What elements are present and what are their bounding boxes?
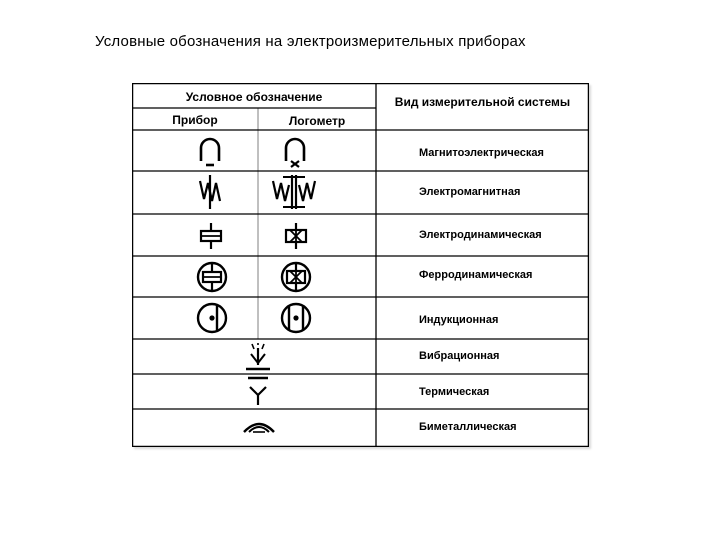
electrodynamic-logometer-icon xyxy=(283,221,309,251)
electrodynamic-device-icon xyxy=(198,221,224,251)
ferrodynamic-logometer-icon xyxy=(279,259,313,295)
induction-device-icon xyxy=(195,301,229,335)
system-ferrodynamic: Ферродинамическая xyxy=(419,269,533,281)
system-electrodynamic: Электродинамическая xyxy=(419,229,542,241)
vibration-icon xyxy=(242,341,274,373)
header-device: Прибор xyxy=(172,113,218,127)
magnetoelectric-device-icon xyxy=(195,133,225,169)
header-system-type: Вид измерительной системы xyxy=(394,95,571,109)
system-induction: Индукционная xyxy=(419,314,499,326)
magnetoelectric-logometer-icon xyxy=(280,133,310,169)
system-vibration: Вибрационная xyxy=(419,350,500,362)
ferrodynamic-device-icon xyxy=(195,259,229,295)
symbols-table xyxy=(132,83,589,447)
electromagnetic-logometer-icon xyxy=(269,173,319,211)
electromagnetic-device-icon xyxy=(195,173,225,211)
system-magnetoelectric: Магнитоэлектрическая xyxy=(419,147,544,159)
header-symbol-group: Условное обозначение xyxy=(185,90,323,104)
bimetallic-icon xyxy=(241,414,277,436)
system-bimetallic: Биметаллическая xyxy=(419,421,517,433)
system-electromagnetic: Электромагнитная xyxy=(419,186,521,198)
page-title: Условные обозначения на электроизмерительных приборах xyxy=(95,33,526,50)
header-logometer: Логометр xyxy=(288,114,346,128)
system-thermal: Термическая xyxy=(419,386,490,398)
induction-logometer-icon xyxy=(279,301,313,335)
thermal-icon xyxy=(244,375,272,407)
